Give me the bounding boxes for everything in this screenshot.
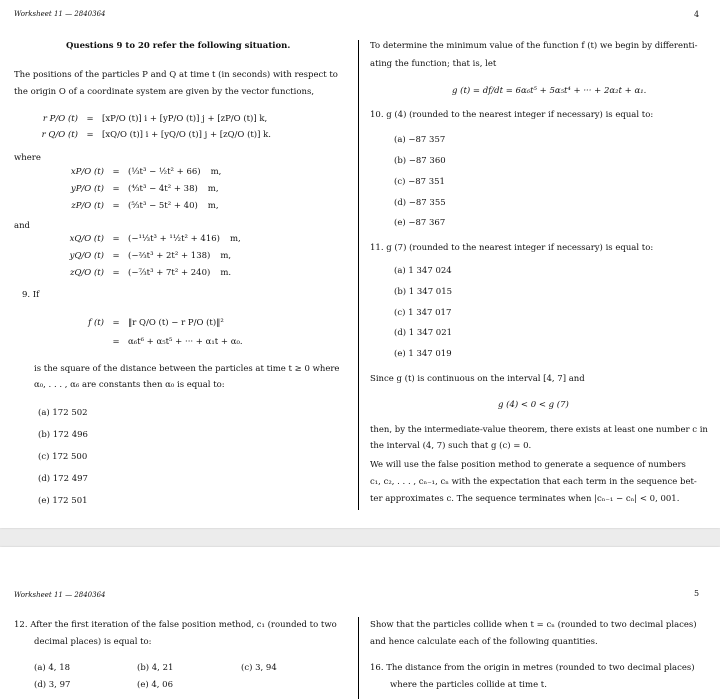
worksheet-page-5: [0, 547, 720, 699]
page-number: 4: [694, 10, 700, 19]
column-divider: [358, 617, 359, 699]
equals-sign: =: [112, 201, 120, 211]
p-component-y: [36, 184, 219, 194]
q10-option-d[interactable]: (d) −87 355: [394, 198, 446, 208]
equation-lhs: r Q/O (t): [41, 130, 78, 140]
unit-label: m,: [207, 201, 219, 211]
q-component-x: [36, 234, 241, 244]
q-component-y: [36, 251, 231, 261]
q10-option-c[interactable]: (c) −87 351: [394, 177, 445, 187]
q11-option-a[interactable]: (a) 1 347 024: [394, 266, 452, 276]
page-number: 5: [694, 589, 700, 598]
equation-rhs: (−⅔t³ + 2t² + 138): [128, 251, 211, 261]
equals-sign: =: [112, 184, 120, 194]
p-component-z: [36, 201, 219, 211]
question-12-text: decimal places) is equal to:: [34, 637, 152, 647]
page-header: Worksheet 11 — 2840364: [14, 591, 106, 599]
q9-option-c[interactable]: (c) 172 500: [38, 452, 88, 462]
q12-option-e[interactable]: (e) 4, 06: [137, 680, 173, 690]
q12-option-d[interactable]: (d) 3, 97: [34, 680, 71, 690]
q12-option-c[interactable]: (c) 3, 94: [241, 663, 277, 673]
collision-text: Show that the particles collide when t = cₙ (rounded to two decimal places): [370, 620, 697, 630]
equation-lhs: yP/O (t): [70, 184, 104, 194]
g-equation: g (t) = df/dt = 6α₆t⁵ + 5α₅t⁴ + ··· + 2α₂t + α₁.: [452, 86, 647, 96]
intro-text: ating the function; that is, let: [370, 59, 497, 69]
q9-option-a[interactable]: (a) 172 502: [38, 408, 88, 418]
equals-sign: =: [86, 130, 94, 140]
q-component-z: [36, 268, 231, 278]
question-16-text: where the particles collide at time t.: [390, 680, 547, 690]
equation-rhs: [xP/O (t)] i + [yP/O (t)] j + [zP/O (t)] k,: [102, 114, 268, 124]
equation-rhs: [xQ/O (t)] i + [yQ/O (t)] j + [zQ/O (t)] k.: [102, 130, 271, 140]
equation-lhs: zP/O (t): [71, 201, 104, 211]
question-9-text: is the square of the distance between the particles at time t ≥ 0 where: [34, 364, 340, 374]
intro-text: The positions of the particles P and Q at time t (in seconds) with respect to: [14, 70, 338, 80]
equation-lhs: r P/O (t): [42, 114, 78, 124]
equation-lhs: f (t): [88, 318, 104, 328]
equation-rhs: (⁵⁄₃t³ − 5t² + 40): [128, 201, 198, 211]
vector-equation-q: [10, 130, 271, 140]
q9-option-b[interactable]: (b) 172 496: [38, 430, 88, 440]
equals-sign: =: [112, 268, 120, 278]
f-polynomial: [36, 337, 243, 347]
q11-option-b[interactable]: (b) 1 347 015: [394, 287, 453, 297]
equals-sign: =: [112, 337, 120, 347]
question-11-text: 11. g (7) (rounded to the nearest integer if necessary) is equal to:: [370, 243, 654, 253]
unit-label: m,: [210, 167, 222, 177]
question-10-text: 10. g (4) (rounded to the nearest integer if necessary) is equal to:: [370, 110, 654, 120]
inequality: g (4) < 0 < g (7): [498, 400, 569, 410]
unit-label: m,: [207, 184, 219, 194]
false-position-text: We will use the false position method to generate a sequence of numbers: [370, 460, 686, 470]
intro-text: the origin O of a coordinate system are given by the vector functions,: [14, 87, 315, 97]
q11-option-e[interactable]: (e) 1 347 019: [394, 349, 452, 359]
page-header: Worksheet 11 — 2840364: [14, 10, 106, 18]
equals-sign: =: [112, 167, 120, 177]
equation-lhs: zQ/O (t): [69, 268, 104, 278]
q11-option-d[interactable]: (d) 1 347 021: [394, 328, 453, 338]
unit-label: m,: [229, 234, 241, 244]
equation-rhs: ‖r Q/O (t) − r P/O (t)‖²: [128, 318, 224, 328]
f-definition: [36, 318, 224, 328]
equation-rhs: (−⁷⁄₃t³ + 7t² + 240): [128, 268, 211, 278]
question-9-label: 9. If: [22, 290, 40, 300]
q9-option-d[interactable]: (d) 172 497: [38, 474, 88, 484]
intro-text: To determine the minimum value of the function f (t) we begin by differenti-: [370, 41, 698, 51]
equation-rhs: (−¹¹⁄₃t³ + ¹¹⁄₂t² + 416): [128, 234, 220, 244]
equals-sign: =: [86, 114, 94, 124]
ivt-text: then, by the intermediate-value theorem, there exists at least one number c in: [370, 425, 708, 435]
ivt-text: the interval (4, 7) such that g (c) = 0.: [370, 441, 532, 451]
collision-text: and hence calculate each of the following quantities.: [370, 637, 598, 647]
equals-sign: =: [112, 251, 120, 261]
unit-label: m.: [220, 268, 232, 278]
continuity-text: Since g (t) is continuous on the interval [4, 7] and: [370, 374, 585, 384]
column-divider: [358, 40, 359, 510]
unit-label: m,: [220, 251, 232, 261]
q10-option-b[interactable]: (b) −87 360: [394, 156, 446, 166]
question-12-text: 12. After the first iteration of the false position method, c₁ (rounded to two: [14, 620, 337, 630]
where-label: where: [14, 153, 41, 163]
question-16-text: 16. The distance from the origin in metres (rounded to two decimal places): [370, 663, 695, 673]
equation-lhs: xQ/O (t): [69, 234, 104, 244]
equation-lhs: yQ/O (t): [69, 251, 104, 261]
p-component-x: [36, 167, 221, 177]
q9-option-e[interactable]: (e) 172 501: [38, 496, 88, 506]
question-9-text: α₀, . . . , α₆ are constants then α₀ is equal to:: [34, 380, 225, 390]
q12-option-b[interactable]: (b) 4, 21: [137, 663, 174, 673]
false-position-text: c₁, c₂, . . . , cₙ₋₁, cₙ with the expectation that each term in the sequence bet-: [370, 477, 697, 487]
equals-sign: =: [112, 234, 120, 244]
equation-lhs: xP/O (t): [70, 167, 104, 177]
false-position-text: ter approximates c. The sequence terminates when |cₙ₋₁ − cₙ| < 0, 001.: [370, 494, 680, 504]
equals-sign: =: [112, 318, 120, 328]
questions-heading: Questions 9 to 20 refer the following situation.: [66, 41, 291, 51]
equation-rhs: (⅓t³ − ½t² + 66): [128, 167, 201, 177]
and-label: and: [14, 221, 30, 231]
equation-rhs: (⁴⁄₃t³ − 4t² + 38): [128, 184, 198, 194]
q11-option-c[interactable]: (c) 1 347 017: [394, 308, 452, 318]
q10-option-a[interactable]: (a) −87 357: [394, 135, 446, 145]
vector-equation-p: [10, 114, 267, 124]
q10-option-e[interactable]: (e) −87 367: [394, 218, 446, 228]
equation-rhs: α₆t⁶ + α₅t⁵ + ··· + α₁t + α₀.: [128, 337, 243, 347]
q12-option-a[interactable]: (a) 4, 18: [34, 663, 71, 673]
